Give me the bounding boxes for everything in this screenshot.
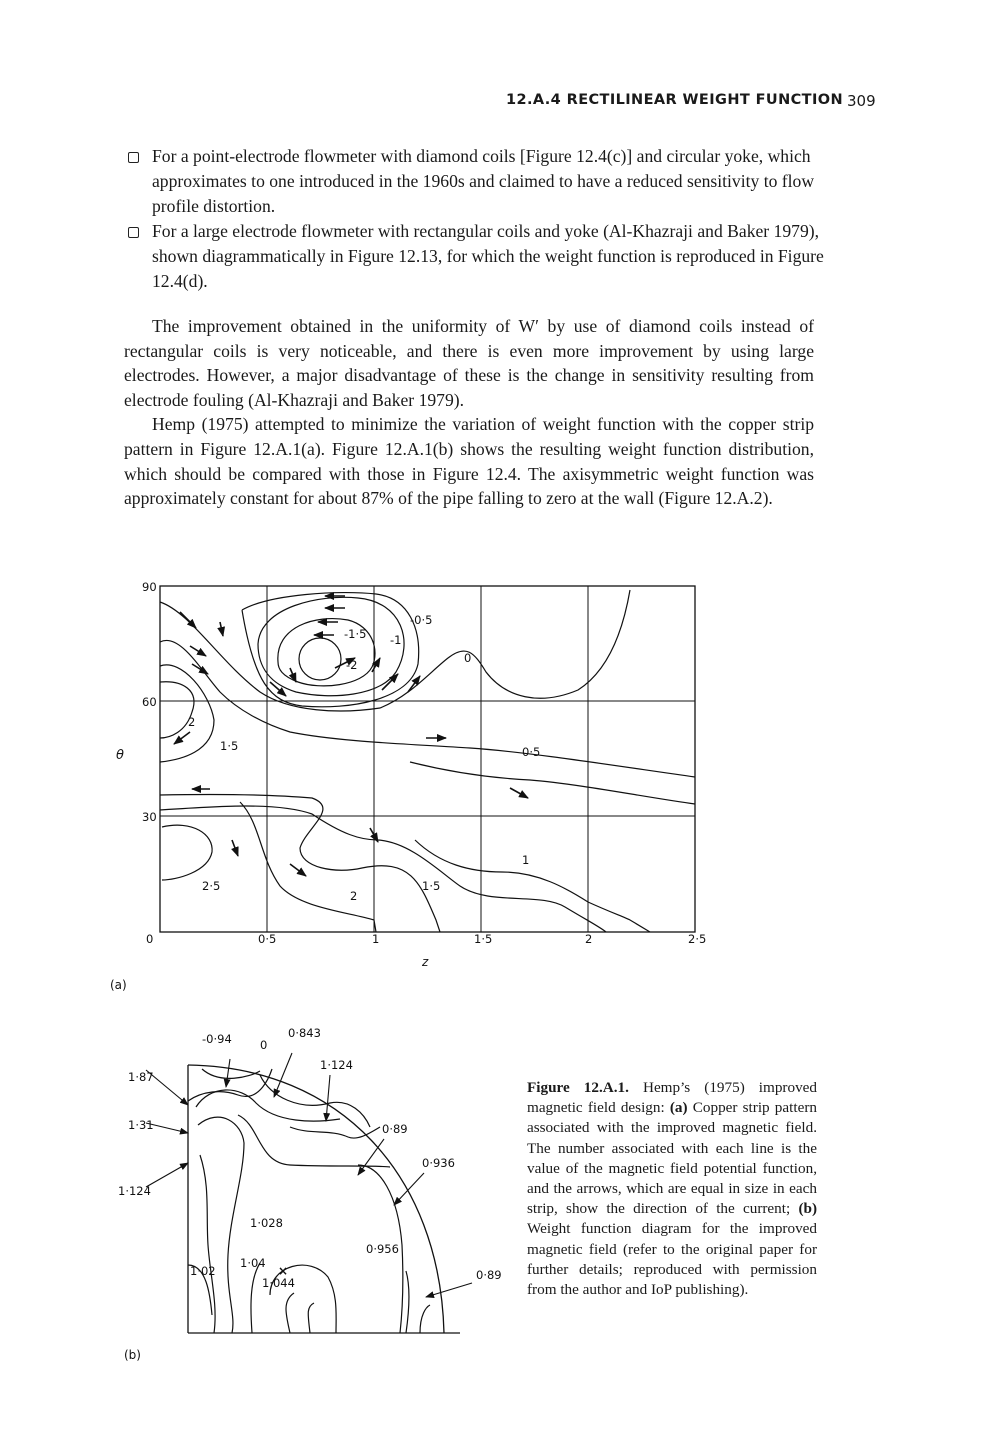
contour-label: -0·5 [410, 613, 433, 627]
x-tick-label: 1·5 [474, 932, 493, 946]
weight-label: 1·04 [240, 1256, 266, 1270]
y-axis-label: θ [116, 748, 124, 763]
weight-label: 0·89 [476, 1268, 502, 1282]
weight-label: 1·044 [262, 1276, 295, 1290]
weight-label: 1·124 [118, 1184, 151, 1198]
y-tick-label: 60 [142, 695, 157, 709]
figure-caption [527, 1078, 817, 1300]
contour-label: 1 [522, 853, 530, 867]
weight-label: 1·124 [320, 1058, 353, 1072]
figure-b-plot [110, 1015, 530, 1365]
y-tick-label: 30 [142, 810, 157, 824]
contour-label: 0 [464, 651, 472, 665]
figure-a-plot [110, 572, 710, 997]
contour-label: -1·5 [344, 627, 367, 641]
contour-label: 1·5 [220, 739, 239, 753]
caption-text: Copper strip pattern associated with the improved magnetic field. The number associated with each line is the value of the magnetic field potential function, and the arrows, which are equal in size in each strip, show the direction of the current; [527, 1099, 817, 1218]
paragraph: Hemp (1975) attempted to minimize the variation of weight function with the copper strip pattern in Figure 12.A.1(a). Figure 12.A.1(b) shows the resulting weight function distribution, which should be compared with those in Figure 12.4. The axisymmetric weight function was approximately constant for about 87% of the pipe falling to zero at the wall (Figure 12.A.2). [124, 414, 814, 509]
weight-label: 1·87 [128, 1070, 154, 1084]
panel-label: (a) [110, 978, 127, 992]
weight-label: 0·843 [288, 1026, 321, 1040]
cross-marker-icon: × [278, 1264, 289, 1278]
checkbox-bullet-icon [128, 152, 139, 163]
weight-label: 1·028 [250, 1216, 283, 1230]
x-axis-label: z [422, 955, 429, 969]
contour-label: 2 [188, 715, 196, 729]
weight-label: -0·94 [202, 1032, 232, 1046]
figure-a [110, 572, 710, 997]
weight-label: 1·31 [128, 1118, 154, 1132]
x-tick-label: 1 [372, 932, 380, 946]
paragraph: The improvement obtained in the uniformity of W′ by use of diamond coils instead of rectangular coils is very noticeable, and there is even more improvement by using large electrodes. However, a major disadvantage of these is the change in sensitivity resulting from electrode fouling (Al-Khazraji and Baker 1979). [124, 316, 814, 410]
bullet-item [124, 144, 824, 219]
figure-b [110, 1015, 530, 1365]
bullet-item [124, 219, 824, 294]
x-tick-label: 0·5 [258, 932, 277, 946]
contour-label: 0·5 [522, 745, 541, 759]
page-header [0, 92, 1008, 116]
page-number: 309 [847, 92, 876, 110]
weight-label: 0·936 [422, 1156, 455, 1170]
weight-label: 1·02 [190, 1264, 216, 1278]
leader-arrows [146, 1053, 472, 1297]
caption-lead: Figure 12.A.1. [527, 1079, 629, 1096]
panel-label: (b) [124, 1348, 141, 1362]
contour-label: -2 [346, 658, 358, 672]
caption-part-label: (a) [669, 1099, 688, 1117]
contour-label: -1 [390, 633, 402, 647]
bullet-text: For a point-electrode flowmeter with diamond coils [Figure 12.4(c)] and circular yoke, which approximates to one introduced in the 1960s and claimed to have a reduced sensitivity to flow profile distortion. [152, 146, 815, 216]
bullet-text: For a large electrode flowmeter with rectangular coils and yoke (Al-Khazraji and Baker 1979), shown diagrammatically in Figure 12.13, for which the weight function is reproduced in Figure 12.4(d). [152, 221, 824, 291]
contour-label: 1·5 [422, 879, 441, 893]
contour-label: 2 [350, 889, 358, 903]
caption-part-label: (b) [798, 1200, 817, 1218]
caption-text: Hemp’s (1975) improved magnetic field design: [527, 1079, 817, 1117]
running-title: 12.A.4 RECTILINEAR WEIGHT FUNCTION [506, 92, 844, 108]
contour-label: 2·5 [202, 879, 221, 893]
x-tick-label: 2·5 [688, 932, 707, 946]
weight-label: 0·89 [382, 1122, 408, 1136]
bullet-list [124, 144, 824, 294]
quarter-pipe-outline [188, 1065, 460, 1333]
weight-contours [188, 1069, 430, 1333]
x-tick-label: 2 [585, 932, 593, 946]
x-tick-label: 0 [146, 932, 154, 946]
weight-label: 0 [260, 1038, 268, 1052]
caption-text: Weight function diagram for the improved magnetic field (refer to the original paper for further details; reproduced with permission from the author and IoP publishing). [527, 1220, 817, 1299]
y-tick-label: 90 [142, 580, 157, 594]
body-text [124, 314, 814, 511]
weight-label: 0·956 [366, 1242, 399, 1256]
checkbox-bullet-icon [128, 227, 139, 238]
